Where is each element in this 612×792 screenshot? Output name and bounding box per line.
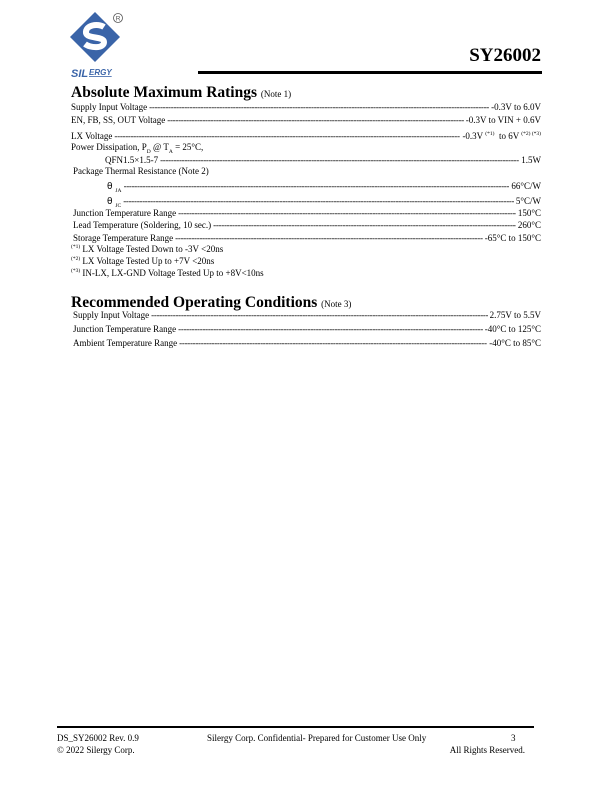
spec-row: θ $_{JC}$ ----- 5°C/W	[71, 196, 541, 212]
copyright: © 2022 Silergy Corp.	[57, 745, 135, 755]
header-rule	[198, 71, 542, 74]
svg-text:SIL: SIL	[71, 68, 89, 80]
spec-row: QFN1.5×1.5-7 ----- 1.5W	[71, 155, 541, 166]
silergy-logo	[68, 10, 138, 80]
spec-row: θ $_{JA}$ ----- 66°C/W	[71, 181, 541, 197]
spec-row: Package Thermal Resistance (Note 2)	[73, 166, 209, 176]
spec-row: Ambient Temperature Range ----- -40°C to 85°C	[73, 338, 541, 349]
footnote: $^{(*3)}$ IN-LX, LX-GND Voltage Tested Up to +8V<10ns	[71, 268, 264, 278]
spec-row: Supply Input Voltage ----- 2.75V to 5.5V	[73, 310, 541, 321]
page-number: 3	[511, 733, 516, 743]
footer-rule	[57, 726, 534, 728]
spec-row: Junction Temperature Range ----- -40°C to 125°C	[73, 324, 541, 335]
rights-reserved: All Rights Reserved.	[449, 745, 525, 755]
confidential-notice: Silergy Corp. Confidential- Prepared for Customer Use Only	[207, 733, 427, 743]
rec-op-heading: Recommended Operating Conditions (Note 3)	[71, 294, 352, 311]
abs-max-heading: Absolute Maximum Ratings (Note 1)	[71, 84, 292, 101]
spec-row: Lead Temperature (Soldering, 10 sec.) ----- 260°C	[73, 220, 541, 231]
footnote: $^{(*2)}$ LX Voltage Tested Up to +7V <20ns	[71, 256, 215, 266]
footnote: $^{(*1)}$ LX Voltage Tested Down to -3V <20ns	[71, 244, 224, 254]
svg-text:ERGY: ERGY	[89, 68, 112, 77]
spec-row: Storage Temperature Range ----- -65°C to 150°C	[73, 233, 541, 244]
spec-row: LX Voltage ----- -0.3V $^{(*1)}$ to 6V $^{(*2) (*3)}$	[71, 129, 541, 142]
part-number: SY26002	[469, 45, 541, 66]
doc-id: DS_SY26002 Rev. 0.9	[57, 733, 139, 743]
spec-row: EN, FB, SS, OUT Voltage ----- -0.3V to VIN + 0.6V	[71, 115, 541, 126]
spec-row: Power Dissipation, $P_D$ @ $T_A = 25^\circ C$,	[71, 142, 204, 155]
spec-row: Junction Temperature Range ----- 150°C	[73, 208, 541, 219]
spec-row: Supply Input Voltage ----- -0.3V to 6.0V	[71, 102, 541, 113]
svg-text:R: R	[115, 15, 121, 23]
